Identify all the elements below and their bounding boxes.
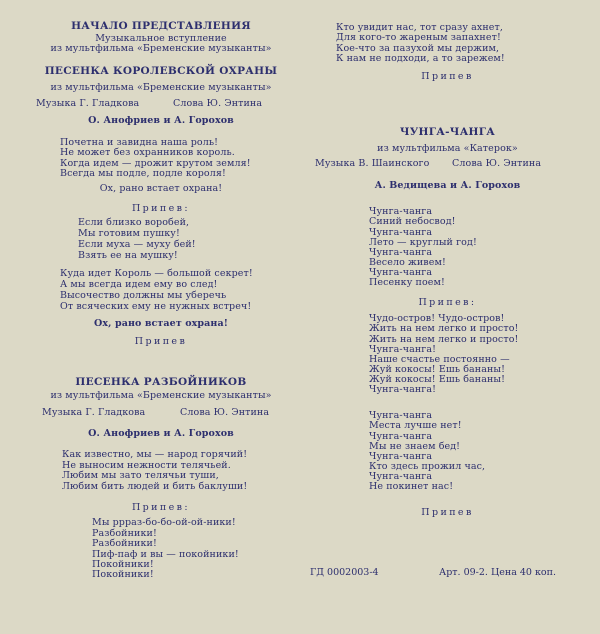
song2-source: из мультфильма «Бременские музыканты» [50, 82, 272, 93]
lyric-line: Если муха — муху бей! [78, 239, 196, 250]
lyric-line: Чунга-чанга! [369, 384, 437, 395]
lyric-line: Чунга-чанга [369, 227, 433, 238]
lyric-line: Не выносим нежности телячьей. [62, 460, 231, 471]
song3-title: ПЕСЕНКА РАЗБОЙНИКОВ [75, 376, 247, 388]
lyric-line: От всяческих ему не нужных встреч! [60, 301, 252, 312]
song3-performers: О. Анофриев и А. Горохов [88, 428, 234, 439]
lyric-line: Наше счастье постоянно — [369, 354, 510, 365]
lyric-line: А мы всегда идем ему во след! [60, 279, 218, 290]
song1-title: НАЧАЛО ПРЕДСТАВЛЕНИЯ [71, 20, 251, 32]
lyric-line: Лето — круглый год! [369, 237, 477, 248]
lyric-line: Кое-что за пазухой мы держим, [336, 43, 500, 54]
lyric-line: Чунга-чанга [369, 267, 433, 278]
lyric-line: Разбойники! [92, 528, 157, 539]
lyric-line: Чунга-чанга [369, 410, 433, 421]
lyric-line: Жить на нем легко и просто! [369, 334, 519, 345]
song3-source: из мультфильма «Бременские музыканты» [50, 390, 272, 401]
song4-title: ЧУНГА-ЧАНГА [399, 126, 496, 138]
lyric-line: Мы готовим пушку! [78, 228, 180, 239]
lyric-line: Взять ее на мушку! [78, 250, 178, 261]
refrain-label: Припев: [131, 203, 190, 214]
lyric-line: Жуй кокосы! Ешь бананы! [369, 364, 505, 375]
song1-source: из мультфильма «Бременские музыканты» [50, 43, 272, 54]
lyric-line: Кто увидит нас, тот сразу ахнет, [336, 22, 503, 33]
lyric-line: Пиф-паф и вы — покойники! [92, 549, 239, 560]
song4-words-credit: Слова Ю. Энтина [452, 158, 542, 169]
lyric-line: Куда идет Король — большой секрет! [60, 268, 253, 279]
lyric-line: Не может без охранников король. [60, 147, 235, 158]
lyric-line: Чунга-чанга [369, 471, 433, 482]
song1-subtitle: Музыкальное вступление [95, 33, 227, 44]
refrain-label: Припев: [131, 502, 190, 513]
song2-performers: О. Анофриев и А. Горохов [88, 115, 234, 126]
lyric-line: Покойники! [92, 569, 154, 580]
lyric-line: Когда идем — дрожит крутом земля! [60, 158, 251, 169]
lyric-line: Не покинет нас! [369, 481, 454, 492]
lyric-line: Покойники! [92, 559, 154, 570]
lyric-line: Весело живем! [369, 257, 446, 268]
song3-words-credit: Слова Ю. Энтина [180, 407, 270, 418]
pripev-label: Припев [421, 71, 474, 82]
lyric-line: Чунга-чанга! [369, 344, 437, 355]
lyric-line: Если близко воробей, [78, 217, 190, 228]
lyric-line: Любим мы зато телячьи туши, [62, 470, 219, 481]
lyric-line: Чунга-чанга [369, 451, 433, 462]
lyric-line: Чунга-чанга [369, 431, 433, 442]
lyric-line: Разбойники! [92, 538, 157, 549]
song4-source: из мультфильма «Катерок» [377, 143, 518, 154]
lyric-line: К нам не подходи, а то зарежем! [336, 53, 505, 64]
catalog-code: ГД 0002003-4 [310, 567, 379, 578]
lyric-line: Высочество должны мы уберечь [60, 290, 227, 301]
song3-music-credit: Музыка Г. Гладкова [42, 407, 146, 418]
lyric-line: Чудо-остров! Чудо-остров! [369, 313, 505, 324]
lyric-line: Места лучше нет! [369, 420, 462, 431]
lyric-line: Синий небосвод! [369, 216, 456, 227]
lyric-line: Чунга-чанга [369, 206, 433, 217]
lyric-line: Для кого-то жареным запахнет! [336, 32, 501, 43]
refrain-label: Припев: [418, 297, 477, 308]
lyric-line: Мы ррраз-бо-бо-ой-ой-ники! [92, 517, 236, 528]
song2-music-credit: Музыка Г. Гладкова [36, 98, 140, 109]
lyric-line: Кто здесь прожил час, [369, 461, 486, 472]
song4-music-credit: Музыка В. Шаинского [315, 158, 430, 169]
lyric-line: Почетна и завидна наша роль! [60, 137, 219, 148]
lyric-line: Мы не знаем бед! [369, 441, 461, 452]
pripev-label: Припев [421, 507, 474, 518]
pripev-label: Припев [134, 336, 188, 347]
chorus-line: Ох, рано встает охрана! [94, 318, 228, 329]
lyric-line: Любим бить людей и бить баклуши! [62, 481, 248, 492]
price-text: Арт. 09-2. Цена 40 коп. [439, 567, 556, 578]
lyric-line: Всегда мы подле, подле короля! [60, 168, 226, 179]
lyric-line: Жуй кокосы! Ешь бананы! [369, 374, 505, 385]
song2-title: ПЕСЕНКА КОРОЛЕВСКОЙ ОХРАНЫ [44, 65, 278, 77]
song4-performers: А. Ведищева и А. Горохов [374, 180, 521, 191]
lyric-line: Как известно, мы — народ горячий! [62, 449, 248, 460]
lyric-line: Чунга-чанга [369, 247, 433, 258]
chorus-line: Ох, рано встает охрана! [99, 183, 223, 194]
lyric-line: Жить на нем легко и просто! [369, 323, 519, 334]
lyric-line: Песенку поем! [369, 277, 445, 288]
song2-words-credit: Слова Ю. Энтина [173, 98, 263, 109]
